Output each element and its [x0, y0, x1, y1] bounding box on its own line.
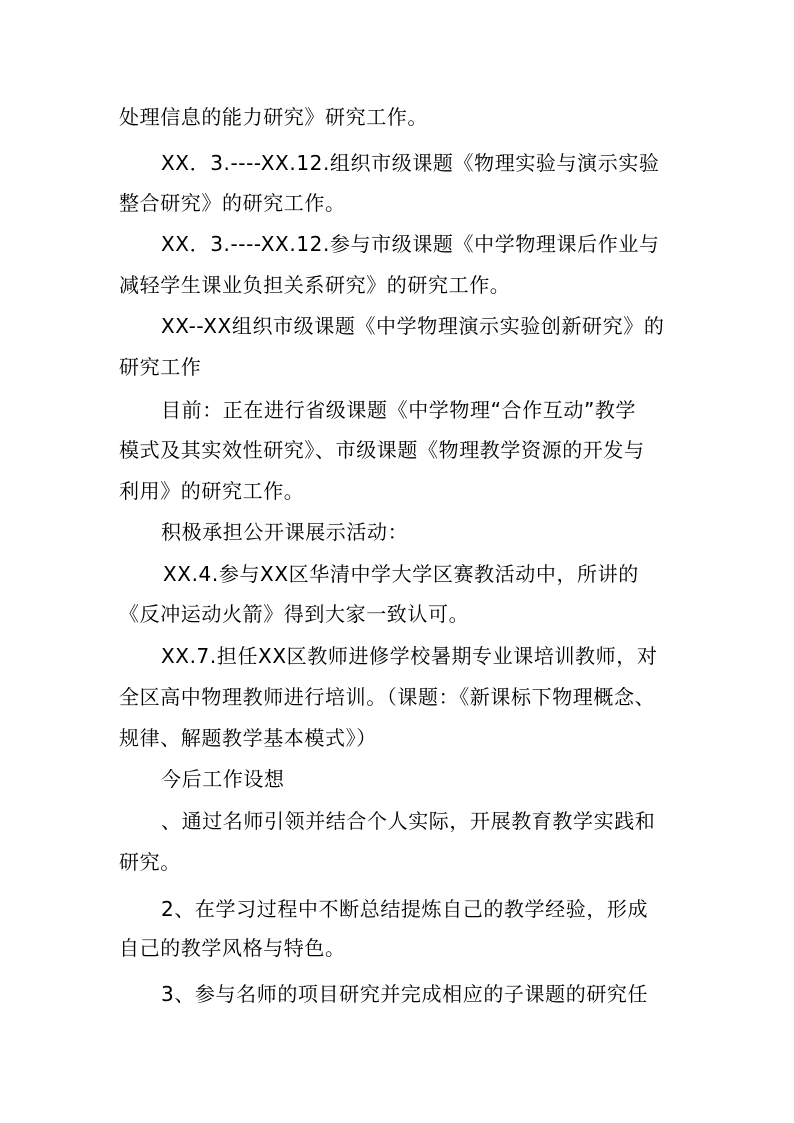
paragraph-line: XX.4.参与XX区华清中学大学区赛教活动中，所讲的 — [163, 562, 639, 586]
paragraph-line: 、通过名师引领并结合个人实际，开展教育教学实践和 — [161, 809, 656, 833]
paragraph-line: 《反冲运动火箭》得到大家一致认可。 — [119, 602, 470, 626]
paragraph-line: 自己的教学风格与特色。 — [119, 936, 346, 960]
paragraph-line: XX.7.担任XX区教师进修学校暑期专业课培训教师，对 — [161, 644, 658, 668]
paragraph-line: 减轻学生课业负担关系研究》的研究工作。 — [119, 273, 511, 297]
paragraph-line: 积极承担公开课展示活动： — [161, 520, 409, 544]
paragraph-line: 规律、解题教学基本模式》） — [119, 726, 377, 750]
paragraph-line: 处理信息的能力研究》研究工作。 — [119, 105, 428, 129]
paragraph-line: 2、在学习过程中不断总结提炼自己的教学经验，形成 — [161, 897, 649, 921]
paragraph-line: 3、参与名师的项目研究并完成相应的子课题的研究任 — [161, 982, 649, 1006]
paragraph-line: XX．3.----XX.12.组织市级课题《物理实验与演示实验 — [161, 151, 660, 175]
paragraph-line: 今后工作设想 — [161, 767, 285, 791]
paragraph-line: 利用》的研究工作。 — [119, 479, 305, 503]
paragraph-line: XX．3.----XX.12.参与市级课题《中学物理课后作业与 — [161, 232, 660, 256]
paragraph-line: XX--XX组织市级课题《中学物理演示实验创新研究》的 — [161, 314, 665, 338]
paragraph-line: 整合研究》的研究工作。 — [119, 191, 346, 215]
paragraph-line: 模式及其实效性研究》、市级课题《物理教学资源的开发与 — [119, 438, 645, 462]
paragraph-line: 研究工作 — [119, 355, 202, 379]
paragraph-line: 研究。 — [119, 850, 181, 874]
paragraph-line: 目前：正在进行省级课题《中学物理“合作互动”教学 — [161, 398, 637, 422]
paragraph-line: 全区高中物理教师进行培训。（课题：《新课标下物理概念、 — [119, 685, 656, 709]
